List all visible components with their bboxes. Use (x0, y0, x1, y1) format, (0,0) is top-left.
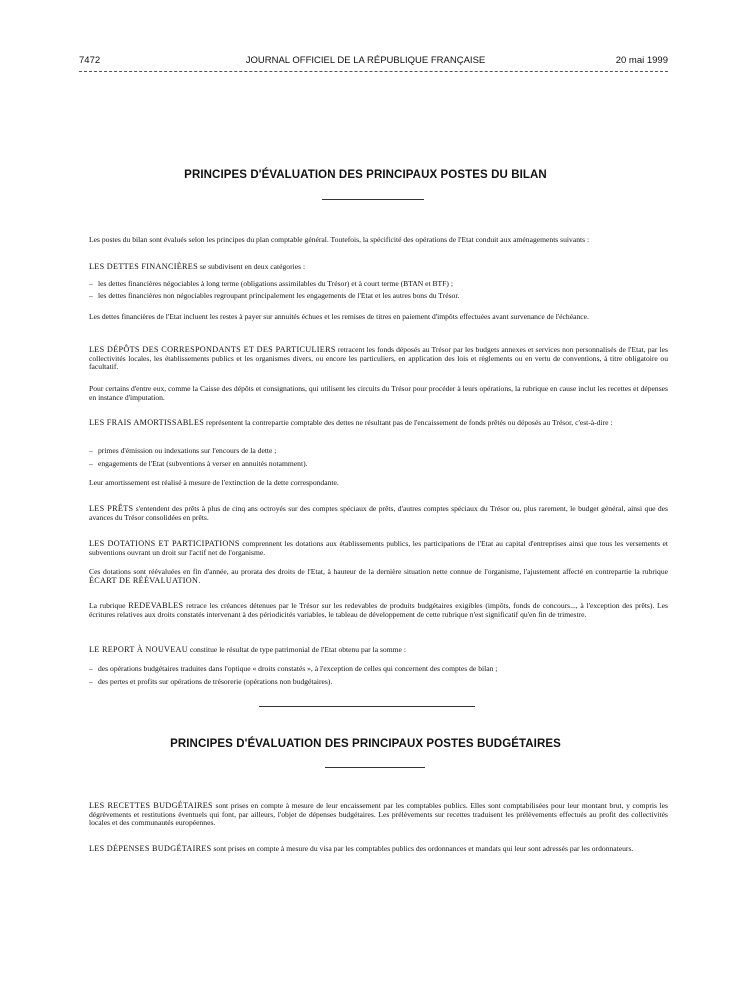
report-heading: LE REPORT À NOUVEAU (89, 645, 188, 654)
title-underline (322, 199, 424, 200)
depots-heading: LES DÉPÔTS DES CORRESPONDANTS ET DES PARTICULIERS (89, 345, 336, 354)
prets-heading: LES PRÊTS (89, 504, 134, 513)
dotations-heading: LES DOTATIONS ET PARTICIPATIONS (89, 539, 240, 548)
depenses-paragraph: LES DÉPENSES BUDGÉTAIRES sont prises en compte à mesure du visa par les comptables publics des ordonnances et mandats qui leur sont adressés par les ordonnateurs. (89, 844, 634, 853)
section-divider (259, 706, 475, 707)
recettes-heading: LES RECETTES BUDGÉTAIRES (89, 801, 213, 810)
section-title-bilan: PRINCIPES D'ÉVALUATION DES PRINCIPAUX POSTES DU BILAN (184, 169, 547, 181)
ecart-heading: ÉCART DE RÉÉVALUATION (89, 575, 199, 585)
page-number: 7472 (79, 55, 101, 66)
section-title-budgetaires: PRINCIPES D'ÉVALUATION DES PRINCIPAUX POSTES BUDGÉTAIRES (170, 738, 561, 750)
depots-note: Pour certains d'entre eux, comme la Caisse des dépôts et consignations, qui utilisent les circuits du Trésor pour procéder à leurs opérations, la rubrique en cause inclut les recettes et dépenses en instance d'imputation. (89, 384, 668, 402)
dotations-paragraph: LES DOTATIONS ET PARTICIPATIONS comprennent les dotations aux établissements publics, les participations de l'Etat au capital d'entreprises ainsi que tous les versements et subventions ouvrant un droit sur l'actif net de l'organisme. (89, 539, 668, 557)
dotations-note: Ces dotations sont réévaluées en fin d'année, au prorata des droits de l'Etat, à hauteur de la dernière situation nette connue de l'organisme, l'ajustement affecté en contrepartie la rubrique ÉCART DE RÉÉVALUATION. (89, 567, 668, 585)
header-rule (79, 71, 668, 72)
dettes-text: se subdivisent en deux catégories : (197, 262, 306, 271)
recettes-paragraph: LES RECETTES BUDGÉTAIRES sont prises en compte à mesure de leur encaissement par les comptables publics. Elles sont comptabilisées pour leur montant brut, y compris les dégrèvements et restitutions éventuels qui font, par ailleurs, l'objet de dépenses budgétaires. Les prélèvements sur recettes traduisent les prélèvements effectués au profit des collectivités locales et des communautés européennes. (89, 801, 668, 828)
dettes-heading: LES DETTES FINANCIÈRES (89, 262, 198, 271)
redevables-heading: REDEVABLES (128, 601, 184, 610)
dettes-note: Les dettes financières de l'Etat incluent les restes à payer sur annuités échues et les remises de titres en paiement d'impôts effectuées avant survenance de l'échéance. (89, 312, 589, 321)
issue-date: 20 mai 1999 (615, 55, 668, 66)
list-item: – des opérations budgétaires traduites dans l'optique « droits constatés », à l'exception de celles qui concernent des comptes de bilan ; (89, 664, 498, 673)
journal-title: JOURNAL OFFICIEL DE LA RÉPUBLIQUE FRANÇAISE (245, 55, 486, 66)
frais-paragraph: LES FRAIS AMORTISSABLES représentent la contrepartie comptable des dettes ne résultant pas de l'encaissement de fonds prêtés ou déposés au Trésor, c'est-à-dire : (89, 418, 613, 427)
dettes-paragraph (89, 263, 668, 272)
title-underline (325, 767, 425, 768)
list-item: – les dettes financières non négociables regroupant principalement les engagements de l'Etat et les autres bons du Trésor. (89, 291, 460, 300)
prets-paragraph: LES PRÊTS s'entendent des prêts à plus de cinq ans octroyés sur des comptes spéciaux de prêts, d'autres comptes spéciaux du Trésor ou, plus rarement, le budget général, ainsi que des avances du Trésor consolidées en prêts. (89, 504, 669, 522)
list-item: – engagements de l'Etat (subventions à verser en annuités notamment). (89, 459, 308, 468)
list-item: – les dettes financières négociables à long terme (obligations assimilables du Trésor) et à court terme (BTAN et BTF) ; (89, 279, 453, 288)
list-item: – primes d'émission ou indexations sur l'encours de la dette ; (89, 446, 277, 455)
report-paragraph: LE REPORT À NOUVEAU constitue le résultat de type patrimonial de l'Etat obtenu par la somme : (89, 645, 406, 654)
depenses-heading: LES DÉPENSES BUDGÉTAIRES (89, 844, 212, 853)
intro-paragraph: Les postes du bilan sont évalués selon les principes du plan comptable général. Toutefois, la spécificité des opérations de l'Etat conduit aux aménagements suivants : (89, 235, 590, 244)
frais-heading: LES FRAIS AMORTISSABLES (89, 418, 205, 427)
depots-paragraph: LES DÉPÔTS DES CORRESPONDANTS ET DES PARTICULIERS retracent les fonds déposés au Trésor par les budgets annexes et services non personnalisés de l'Etat, par les collectivités locales, les établissements publics et les organismes divers, ou encore les particuliers, en application des lois et règlements ou en vertu de conventions, à titre obligatoire ou facultatif. (89, 345, 668, 372)
list-item: – des pertes et profits sur opérations de trésorerie (opérations non budgétaires). (89, 677, 333, 686)
redevables-paragraph: La rubrique REDEVABLES retrace les créances détenues par le Trésor sur les redevables de produits budgétaires exigibles (impôts, fonds de concours..., à l'exception des prêts). Les écritures relatives aux droits constatés intervenant à des périodicités variables, le tableau de développement de cette rubrique n'est significatif qu'en fin de trimestre. (89, 601, 668, 619)
frais-note: Leur amortissement est réalisé à mesure de l'extinction de la dette correspondante. (89, 478, 339, 487)
